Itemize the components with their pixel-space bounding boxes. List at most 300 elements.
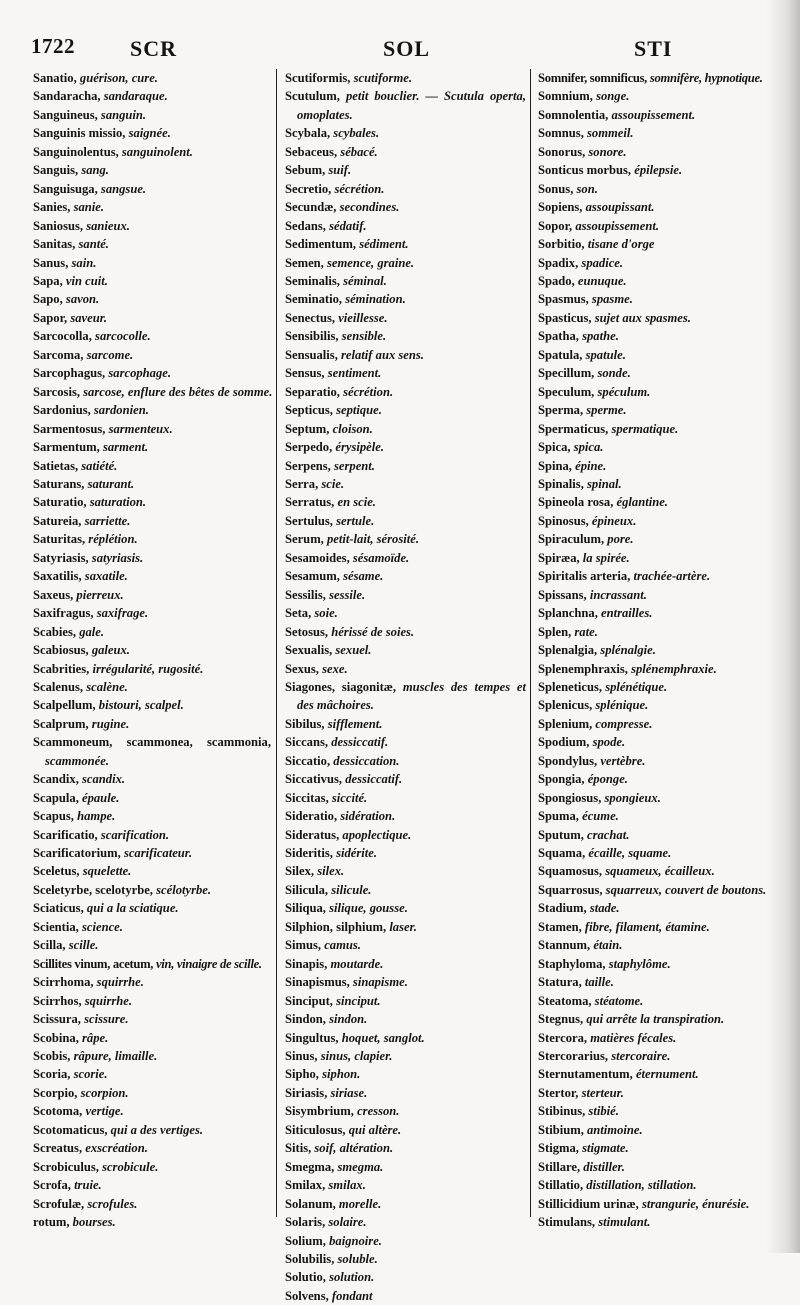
- dictionary-entry: [285, 364, 526, 382]
- french-translation: sexuel.: [335, 643, 372, 658]
- page-number: 1722: [31, 34, 75, 58]
- dictionary-entry: [33, 493, 271, 511]
- french-translation: scandix.: [82, 772, 126, 787]
- latin-term: Sarmentosus,: [33, 421, 106, 436]
- dictionary-entry: [538, 844, 770, 862]
- dictionary-entry: [33, 1121, 271, 1139]
- latin-term: Sonus,: [538, 181, 574, 196]
- latin-term: Saturitas,: [33, 532, 86, 547]
- french-translation: épaule.: [82, 790, 120, 805]
- latin-term: Sitis,: [285, 1141, 312, 1156]
- french-translation: sensible.: [341, 329, 387, 344]
- french-translation: vertige.: [85, 1104, 124, 1119]
- dictionary-entry: [33, 272, 271, 290]
- dictionary-entry: [33, 512, 271, 530]
- french-translation: saxifrage.: [96, 606, 149, 621]
- latin-term: Spiræa,: [538, 550, 580, 565]
- latin-term: Saturans,: [33, 476, 85, 491]
- dictionary-entry: [33, 918, 271, 936]
- dictionary-entry: [538, 493, 770, 511]
- dictionary-entry: [538, 1084, 770, 1102]
- dictionary-entry: [538, 1139, 770, 1157]
- dictionary-entry: [33, 826, 271, 844]
- french-translation: qui a des vertiges.: [110, 1122, 204, 1137]
- dictionary-entry: [33, 1102, 271, 1120]
- french-translation: sébacé.: [340, 144, 378, 159]
- dictionary-entry: [33, 143, 271, 161]
- dictionary-entry: [33, 475, 271, 493]
- latin-term: Splenicus,: [538, 698, 593, 713]
- latin-term: Sideritis,: [285, 846, 333, 861]
- latin-term: Solanum,: [285, 1196, 336, 1211]
- dictionary-entry: [285, 401, 526, 419]
- french-translation: sidération.: [340, 809, 396, 824]
- french-translation: splénique.: [595, 698, 649, 713]
- latin-term: Silphion, silphium,: [285, 919, 387, 934]
- latin-term: Spissans,: [538, 587, 587, 602]
- latin-term: Seta,: [285, 606, 312, 621]
- dictionary-entry: [33, 1158, 271, 1176]
- latin-term: Spodium,: [538, 735, 590, 750]
- dictionary-entry: [285, 770, 526, 788]
- french-translation: soluble.: [337, 1252, 378, 1266]
- right-running-head: STI: [634, 36, 673, 61]
- dictionary-entry: [33, 364, 271, 382]
- latin-term: Spineola rosa,: [538, 495, 614, 510]
- latin-term: Siccatio,: [285, 753, 331, 768]
- french-translation: assoupissement.: [611, 107, 696, 122]
- french-translation: sonore.: [588, 144, 627, 159]
- latin-term: Splen,: [538, 624, 572, 639]
- dictionary-entry: [285, 87, 526, 124]
- latin-term: Screatus,: [33, 1141, 83, 1156]
- dictionary-entry: [538, 457, 770, 475]
- latin-term: Scybala,: [285, 126, 331, 141]
- latin-term: Scissura,: [33, 1012, 81, 1027]
- latin-term: Sexus,: [285, 661, 319, 676]
- french-translation: soie.: [314, 606, 338, 621]
- dictionary-entry: [33, 567, 271, 585]
- dictionary-entry: [285, 660, 526, 678]
- latin-term: Sandaracha,: [33, 89, 101, 104]
- latin-term: Sinus,: [285, 1049, 318, 1064]
- dictionary-entry: [33, 290, 271, 308]
- french-translation: savon.: [65, 292, 100, 307]
- dictionary-entry: [33, 457, 271, 475]
- latin-term: Sedimentum,: [285, 237, 357, 252]
- french-translation: solution.: [329, 1270, 375, 1285]
- middle-column: [285, 69, 526, 1305]
- french-translation: hampe.: [77, 809, 116, 824]
- french-translation: sujet aux spasmes.: [594, 310, 691, 325]
- dictionary-entry: [285, 327, 526, 345]
- french-translation: saturation.: [89, 495, 147, 510]
- latin-term: Semen,: [285, 255, 324, 270]
- dictionary-entry: [33, 1029, 271, 1047]
- latin-term: Stannum,: [538, 938, 591, 953]
- dictionary-entry: [33, 1139, 271, 1157]
- dictionary-entry: [33, 438, 271, 456]
- latin-term: Sensus,: [285, 366, 325, 381]
- latin-term: Somnolentia,: [538, 107, 609, 122]
- dictionary-entry: [538, 567, 770, 585]
- french-translation: sindon.: [329, 1012, 368, 1027]
- dictionary-entry: [33, 420, 271, 438]
- dictionary-entry: [538, 124, 770, 142]
- dictionary-entry: [538, 235, 770, 253]
- dictionary-entry: [538, 217, 770, 235]
- dictionary-entry: [33, 180, 271, 198]
- dictionary-entry: [285, 1287, 526, 1305]
- french-translation: écaille, squame.: [588, 846, 672, 861]
- column-divider: [276, 69, 277, 1217]
- latin-term: Sesamum,: [285, 569, 340, 584]
- latin-term: Sebaceus,: [285, 144, 338, 159]
- french-translation: la spirée.: [582, 550, 630, 565]
- latin-term: Smilax,: [285, 1178, 326, 1193]
- french-translation: bourses.: [72, 1215, 116, 1230]
- dictionary-entry: [538, 623, 770, 641]
- dictionary-entry: [538, 272, 770, 290]
- french-translation: sarmenteux.: [108, 421, 173, 436]
- latin-term: Spiritalis arteria,: [538, 569, 631, 584]
- latin-term: Spasmus,: [538, 292, 589, 307]
- latin-term: Sanguis,: [33, 163, 79, 178]
- dictionary-entry: [538, 161, 770, 179]
- french-translation: séminal.: [343, 273, 387, 288]
- dictionary-entry: [538, 143, 770, 161]
- french-translation: stimulant.: [598, 1215, 651, 1230]
- dictionary-entry: [285, 1158, 526, 1176]
- dictionary-entry: [33, 1010, 271, 1028]
- dictionary-entry: [538, 1065, 770, 1083]
- french-translation: sangsue.: [100, 181, 147, 196]
- french-translation: sardonien.: [93, 403, 149, 418]
- french-translation: scarification.: [100, 827, 170, 842]
- dictionary-entry: [33, 586, 271, 604]
- latin-term: Serra,: [285, 476, 319, 491]
- dictionary-entry: [33, 789, 271, 807]
- dictionary-entry: [285, 549, 526, 567]
- dictionary-entry: [538, 198, 770, 216]
- latin-term: Scabrities,: [33, 661, 90, 676]
- french-translation: scutiforme.: [353, 71, 412, 85]
- latin-term: Satureia,: [33, 513, 82, 528]
- latin-term: Scirrhoma,: [33, 975, 94, 990]
- dictionary-entry: [285, 586, 526, 604]
- french-translation: muscles des tempes et des mâchoires.: [297, 679, 526, 713]
- dictionary-entry: [538, 1158, 770, 1176]
- latin-term: Sinciput,: [285, 993, 333, 1008]
- french-translation: qui altère.: [348, 1122, 402, 1137]
- latin-term: Siticulosus,: [285, 1122, 346, 1137]
- french-translation: assoupissant.: [585, 200, 655, 215]
- latin-term: Stibium,: [538, 1122, 584, 1137]
- latin-term: Sapor,: [33, 310, 68, 325]
- latin-term: Scrofulæ,: [33, 1196, 85, 1211]
- latin-term: Stadium,: [538, 901, 587, 916]
- latin-term: Steatoma,: [538, 993, 592, 1008]
- french-translation: sanguinolent.: [121, 144, 193, 159]
- dictionary-entry: [285, 493, 526, 511]
- french-translation: septique.: [336, 403, 382, 418]
- dictionary-entry: [33, 383, 271, 401]
- latin-term: Seminalis,: [285, 273, 340, 288]
- dictionary-entry: [538, 475, 770, 493]
- dictionary-entry: [285, 918, 526, 936]
- latin-term: Spica,: [538, 440, 571, 455]
- latin-term: Seminatio,: [285, 292, 343, 307]
- dictionary-entry: [33, 992, 271, 1010]
- latin-term: Sexualis,: [285, 643, 333, 658]
- dictionary-entry: [285, 1268, 526, 1286]
- french-translation: compresse.: [595, 716, 653, 731]
- latin-term: Serpedo,: [285, 440, 333, 455]
- dictionary-entry: [285, 420, 526, 438]
- french-translation: sanguin.: [100, 107, 147, 122]
- latin-term: Saxifragus,: [33, 606, 94, 621]
- dictionary-entry: [285, 69, 526, 87]
- latin-term: Stigma,: [538, 1141, 579, 1156]
- french-translation: petit-lait, sérosité.: [326, 532, 419, 547]
- latin-term: Sonorus,: [538, 144, 586, 159]
- dictionary-entry: [538, 383, 770, 401]
- dictionary-entry: [538, 401, 770, 419]
- dictionary-entry: [285, 254, 526, 272]
- french-translation: scalène.: [86, 679, 128, 694]
- french-translation: suif.: [328, 163, 352, 178]
- french-translation: guérison, cure.: [79, 71, 158, 85]
- french-translation: écume.: [582, 809, 619, 824]
- dictionary-entry: [285, 1121, 526, 1139]
- dictionary-entry: [33, 309, 271, 327]
- latin-term: Speculum,: [538, 384, 595, 399]
- dictionary-entry: [538, 327, 770, 345]
- latin-term: Saturatio,: [33, 495, 87, 510]
- latin-term: Sindon,: [285, 1012, 326, 1027]
- french-translation: spatule.: [585, 347, 626, 362]
- latin-term: Sideratio,: [285, 809, 338, 824]
- dictionary-entry: [33, 106, 271, 124]
- french-translation: cresson.: [357, 1104, 400, 1119]
- french-translation: dessiccatif.: [345, 772, 403, 787]
- french-translation: squarreux, couvert de boutons.: [605, 882, 767, 897]
- latin-term: Sopiens,: [538, 200, 583, 215]
- latin-term: Siliqua,: [285, 901, 326, 916]
- dictionary-entry: [33, 770, 271, 788]
- dictionary-entry: [285, 1084, 526, 1102]
- dictionary-entry: [285, 862, 526, 880]
- dictionary-entry: [285, 180, 526, 198]
- latin-term: Saxatilis,: [33, 569, 82, 584]
- dictionary-entry: [33, 327, 271, 345]
- dictionary-entry: [285, 789, 526, 807]
- dictionary-entry: [33, 69, 271, 87]
- french-translation: sinciput.: [336, 993, 381, 1008]
- latin-term: Stillare,: [538, 1159, 581, 1174]
- latin-term: Sesamoides,: [285, 550, 350, 565]
- french-translation: scélotyrbe.: [156, 882, 212, 897]
- dictionary-entry: [33, 87, 271, 105]
- dictionary-entry: [285, 955, 526, 973]
- latin-term: Solutio,: [285, 1270, 326, 1285]
- dictionary-entry: [538, 586, 770, 604]
- french-translation: épilepsie.: [634, 163, 683, 178]
- dictionary-entry: [33, 346, 271, 364]
- dictionary-entry: [538, 254, 770, 272]
- french-translation: splénalgie.: [600, 643, 656, 658]
- french-translation: squirrhe.: [84, 993, 133, 1008]
- french-translation: somnifère, hypnotique.: [649, 71, 763, 85]
- french-translation: sédiment.: [359, 237, 409, 252]
- dictionary-entry: [33, 936, 271, 954]
- latin-term: Spina,: [538, 458, 572, 473]
- french-translation: sertule.: [336, 513, 375, 528]
- french-translation: vieillesse.: [338, 310, 388, 325]
- latin-term: Spinalis,: [538, 476, 584, 491]
- dictionary-entry: [285, 936, 526, 954]
- french-translation: taille.: [584, 975, 614, 990]
- dictionary-entry: [33, 973, 271, 991]
- latin-term: Stercorarius,: [538, 1049, 609, 1064]
- dictionary-entry: [33, 235, 271, 253]
- french-translation: squirrhe.: [96, 975, 144, 990]
- latin-term: Stillatio,: [538, 1178, 584, 1193]
- french-translation: scille.: [68, 938, 99, 953]
- french-translation: spode.: [592, 735, 626, 750]
- dictionary-entry: [538, 604, 770, 622]
- dictionary-entry: [538, 106, 770, 124]
- dictionary-entry: [33, 217, 271, 235]
- dictionary-entry: [285, 826, 526, 844]
- latin-term: Stamen,: [538, 919, 582, 934]
- latin-term: Sedans,: [285, 218, 326, 233]
- latin-term: Sopor,: [538, 218, 573, 233]
- french-translation: sédatif.: [329, 218, 367, 233]
- latin-term: Solubilis,: [285, 1252, 335, 1266]
- french-translation: irrégularité, rugosité.: [92, 661, 204, 676]
- latin-term: Sardonius,: [33, 403, 91, 418]
- dictionary-entry: [33, 955, 271, 973]
- latin-term: Solvens,: [285, 1288, 329, 1303]
- french-translation: sidérite.: [336, 846, 378, 861]
- french-translation: siccité.: [331, 790, 368, 805]
- latin-term: Scapula,: [33, 790, 79, 805]
- latin-term: Sertulus,: [285, 513, 333, 528]
- dictionary-entry: [538, 438, 770, 456]
- latin-term: Satietas,: [33, 458, 79, 473]
- latin-term: Simus,: [285, 938, 322, 953]
- dictionary-entry: [285, 1010, 526, 1028]
- latin-term: Sanitas,: [33, 237, 76, 252]
- french-translation: antimoine.: [587, 1122, 643, 1137]
- latin-term: Sinapismus,: [285, 975, 350, 990]
- french-translation: spinal.: [587, 476, 622, 491]
- french-translation: épineux.: [591, 513, 637, 528]
- french-translation: semence, graine.: [326, 255, 415, 270]
- page-edge-shadow: [766, 0, 800, 1253]
- latin-term: Scandix,: [33, 772, 79, 787]
- latin-term: Splenemphraxis,: [538, 661, 628, 676]
- french-translation: crachat.: [587, 827, 630, 842]
- french-translation: râpe.: [82, 1030, 109, 1045]
- dictionary-entry: [538, 641, 770, 659]
- french-translation: gale.: [79, 624, 105, 639]
- latin-term: Solium,: [285, 1233, 326, 1248]
- latin-term: Silex,: [285, 864, 315, 879]
- dictionary-entry: [285, 1195, 526, 1213]
- french-translation: sarcose, enflure des bêtes de somme.: [83, 384, 273, 399]
- latin-term: Stegnus,: [538, 1012, 584, 1027]
- latin-term: Sonticus morbus,: [538, 163, 632, 178]
- latin-term: Sessilis,: [285, 587, 326, 602]
- latin-term: Staphyloma,: [538, 956, 606, 971]
- french-translation: dessiccatif.: [331, 735, 389, 750]
- dictionary-entry: [33, 641, 271, 659]
- dictionary-entry: [538, 549, 770, 567]
- latin-term: Spasticus,: [538, 310, 592, 325]
- latin-term: Setosus,: [285, 624, 329, 639]
- latin-term: Scarificatorium,: [33, 846, 121, 861]
- dictionary-entry: [538, 992, 770, 1010]
- french-translation: sécrétion.: [334, 181, 385, 196]
- dictionary-entry: [538, 1213, 770, 1231]
- latin-term: Scutulum,: [285, 89, 340, 104]
- latin-term: Serpens,: [285, 458, 331, 473]
- latin-term: Scilla,: [33, 938, 66, 953]
- dictionary-entry: [538, 660, 770, 678]
- latin-term: Siccativus,: [285, 772, 343, 787]
- french-translation: spéculum.: [597, 384, 651, 399]
- dictionary-entry: [33, 530, 271, 548]
- latin-term: Sputum,: [538, 827, 584, 842]
- french-translation: baignoire.: [329, 1233, 382, 1248]
- dictionary-entry: [33, 623, 271, 641]
- dictionary-entry: [33, 401, 271, 419]
- french-translation: strangurie, énurésie.: [641, 1196, 750, 1211]
- latin-term: Scabiosus,: [33, 643, 89, 658]
- french-translation: râpure, limaille.: [73, 1049, 158, 1064]
- dictionary-entry: [285, 1065, 526, 1083]
- dictionary-entry: [33, 899, 271, 917]
- french-translation: scorie.: [73, 1067, 108, 1082]
- french-translation: sinus, clapier.: [320, 1049, 393, 1064]
- dictionary-entry: [285, 567, 526, 585]
- dictionary-entry: [33, 1176, 271, 1194]
- dictionary-entry: [538, 862, 770, 880]
- dictionary-entry: [33, 161, 271, 179]
- dictionary-entry: [33, 254, 271, 272]
- french-translation: stade.: [589, 901, 620, 916]
- dictionary-entry: [285, 457, 526, 475]
- left-column: [33, 69, 271, 1232]
- dictionary-entry: [285, 530, 526, 548]
- dictionary-entry: [538, 715, 770, 733]
- dictionary-entry: [33, 549, 271, 567]
- dictionary-entry: [538, 364, 770, 382]
- french-translation: rugine.: [91, 716, 130, 731]
- latin-term: Sanguineus,: [33, 107, 98, 122]
- latin-term: Spado,: [538, 273, 575, 288]
- dictionary-entry: [538, 180, 770, 198]
- latin-term: Somnifer, somnificus,: [538, 71, 648, 85]
- latin-term: Squamosus,: [538, 864, 603, 879]
- dictionary-entry: [285, 1102, 526, 1120]
- column-divider: [530, 69, 531, 1217]
- dictionary-entry: [33, 696, 271, 714]
- dictionary-entry: [285, 161, 526, 179]
- french-translation: serpent.: [334, 458, 375, 473]
